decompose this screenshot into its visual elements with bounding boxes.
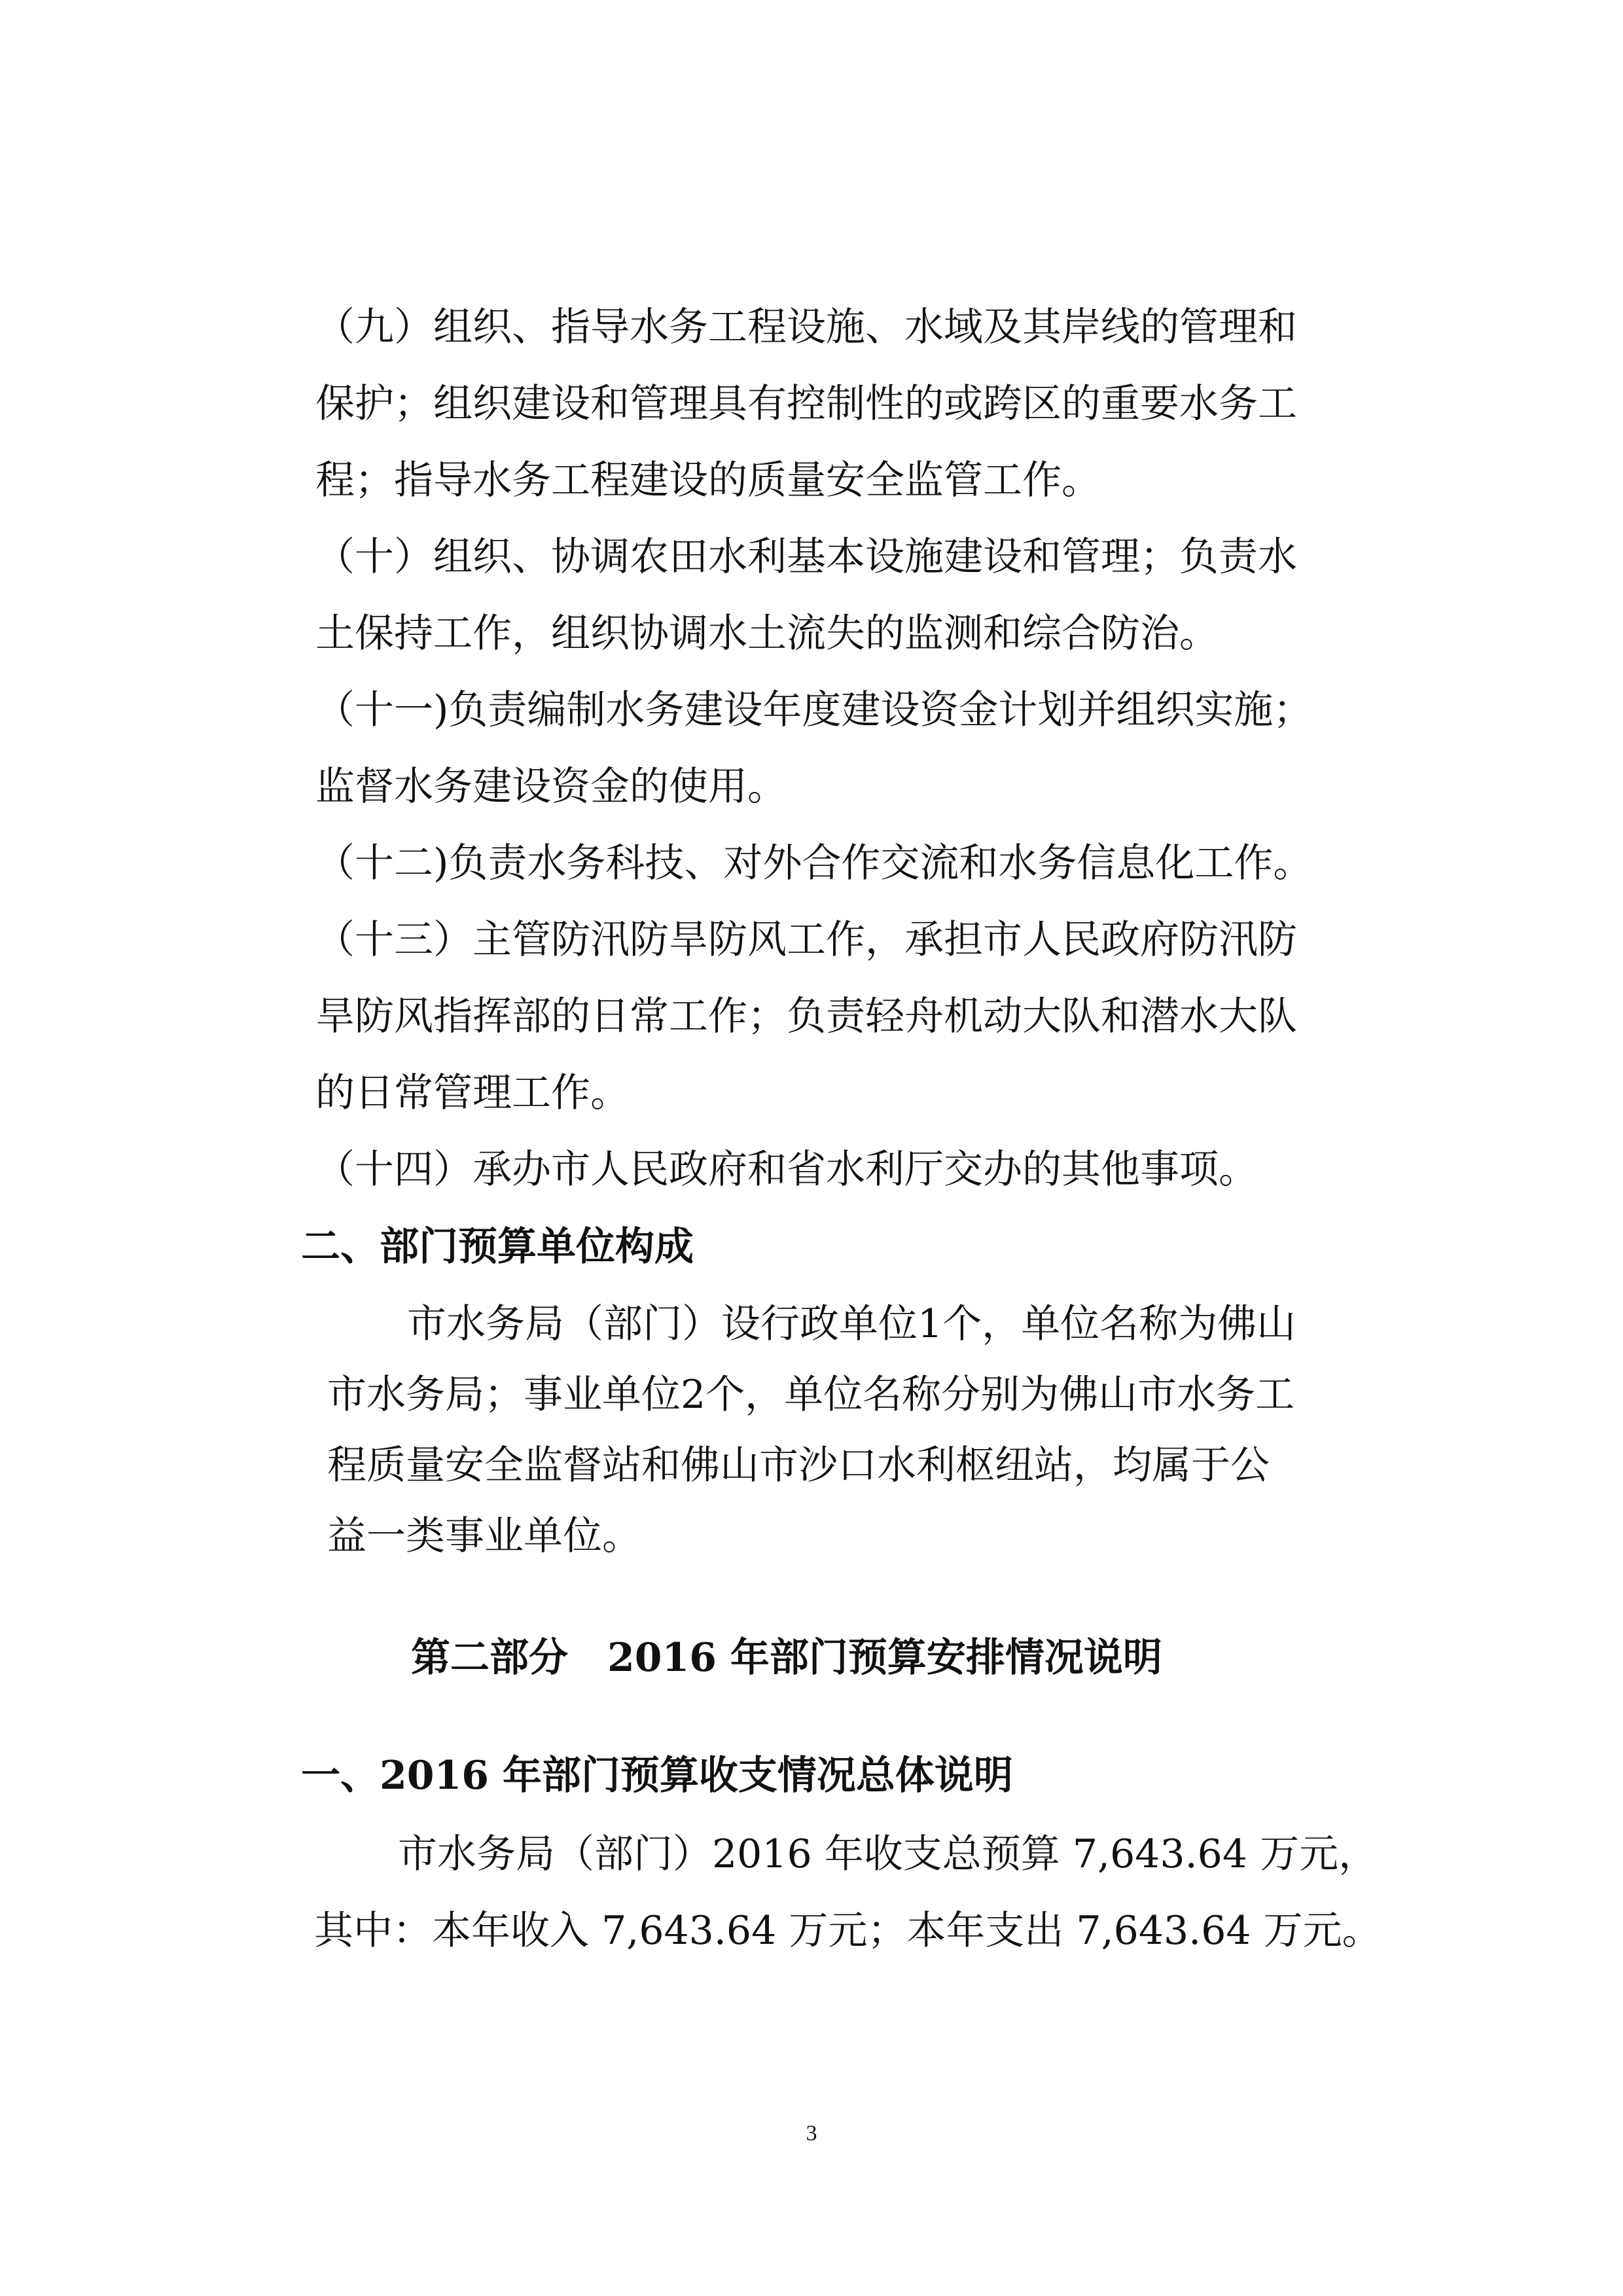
duty-item-13-line-3: 的日常管理工作。 [315, 1070, 630, 1116]
duty-item-10-line-2: 土保持工作，组织协调水土流失的监测和综合防治。 [315, 611, 1219, 656]
duty-item-9-line-2: 保护；组织建设和管理具有控制性的或跨区的重要水务工 [315, 381, 1297, 427]
unit-composition-line-1: 市水务局（部门）设行政单位1个，单位名称为佛山 [407, 1301, 1296, 1347]
budget-overview-heading: 一、2016 年部门预算收支情况总体说明 [301, 1753, 1013, 1799]
unit-composition-line-3: 程质量安全监督站和佛山市沙口水利枢纽站，均属于公 [327, 1443, 1270, 1488]
budget-overview-line-1: 市水务局（部门）2016 年收支总预算 7,643.64 万元， [398, 1831, 1378, 1877]
unit-composition-line-2: 市水务局；事业单位2个，单位名称分别为佛山市水务工 [327, 1372, 1295, 1418]
page-number: 3 [806, 2121, 817, 2145]
duty-item-14: （十四）承办市人民政府和省水利厅交办的其他事项。 [315, 1147, 1258, 1193]
section-two-heading: 二、部门预算单位构成 [301, 1224, 694, 1270]
duty-item-12: （十二)负责水务科技、对外合作交流和水务信息化工作。 [315, 840, 1313, 886]
duty-item-9-line-1: （九）组织、指导水务工程设施、水域及其岸线的管理和 [315, 304, 1297, 350]
duty-item-13-line-2: 旱防风指挥部的日常工作；负责轻舟机动大队和潜水大队 [315, 994, 1297, 1039]
part-two-title: 第二部分 2016 年部门预算安排情况说明 [411, 1635, 1162, 1681]
duty-item-11-line-1: （十一)负责编制水务建设年度建设资金计划并组织实施； [315, 687, 1313, 733]
unit-composition-line-4: 益一类事业单位。 [327, 1513, 641, 1559]
duty-item-10-line-1: （十）组织、协调农田水利基本设施建设和管理；负责水 [315, 534, 1297, 580]
duty-item-11-line-2: 监督水务建设资金的使用。 [315, 764, 787, 810]
duty-item-9-line-3: 程；指导水务工程建设的质量安全监管工作。 [315, 457, 1101, 503]
duty-item-13-line-1: （十三）主管防汛防旱防风工作，承担市人民政府防汛防 [315, 917, 1297, 963]
budget-overview-line-2: 其中：本年收入 7,643.64 万元；本年支出 7,643.64 万元。 [314, 1908, 1382, 1954]
